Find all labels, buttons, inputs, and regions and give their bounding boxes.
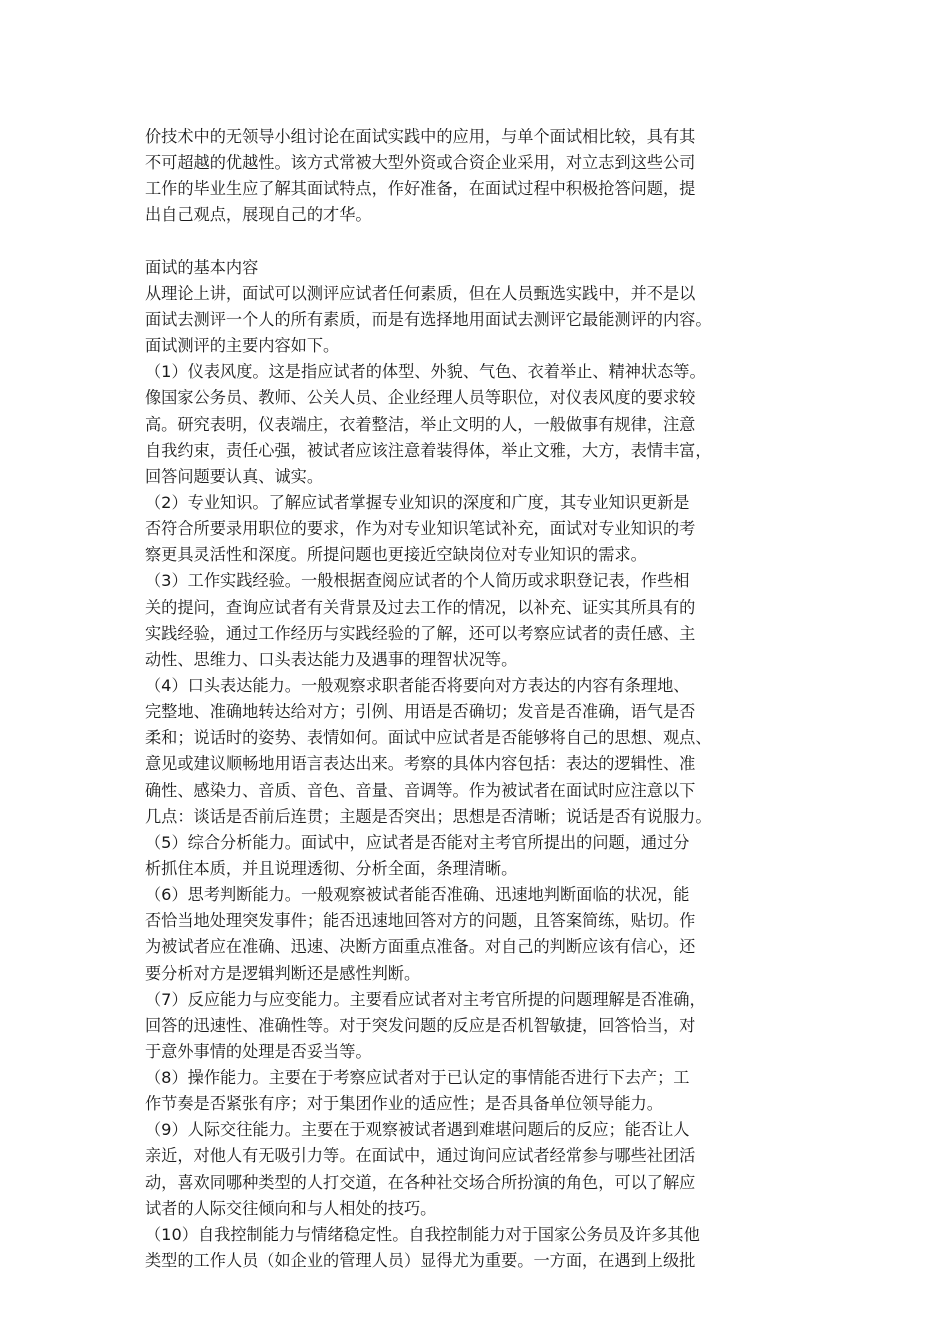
intro-line: 出自己观点，展现自己的才华。	[145, 205, 372, 225]
body-line: （8）操作能力。主要在于考察应试者对于已认定的事情能否进行下去产；工	[145, 1068, 690, 1088]
body-line: 像国家公务员、教师、公关人员、企业经理人员等职位，对仪表风度的要求较	[145, 388, 696, 408]
body-line: 为被试者应在准确、迅速、决断方面重点准备。对自己的判断应该有信心，还	[145, 937, 696, 957]
paragraph-gap	[145, 229, 815, 255]
body-line: （3）工作实践经验。一般根据查阅应试者的个人简历或求职登记表，作些相	[145, 571, 690, 591]
intro-paragraph	[145, 124, 815, 229]
body-line: （6）思考判断能力。一般观察被试者能否准确、迅速地判断面临的状况，能	[145, 885, 690, 905]
body-line: 析抓住本质，并且说理透彻、分析全面，条理清晰。	[145, 858, 518, 878]
body-line: 察更具灵活性和深度。所提问题也更接近空缺岗位对专业知识的需求。	[145, 545, 647, 565]
body-line: 要分析对方是逻辑判断还是感性判断。	[145, 963, 421, 983]
body-line: 作节奏是否紧张有序；对于集团作业的适应性；是否具备单位领导能力。	[145, 1094, 663, 1114]
document-body	[145, 124, 815, 1274]
body-line: （10）自我控制能力与情绪稳定性。自我控制能力对于国家公务员及许多其他	[145, 1224, 700, 1244]
intro-line: 价技术中的无领导小组讨论在面试实践中的应用，与单个面试相比较，具有其	[145, 127, 696, 146]
body-line: 否恰当地处理突发事件；能否迅速地回答对方的问题，且答案简练，贴切。作	[145, 911, 696, 931]
body-line: 类型的工作人员（如企业的管理人员）显得尤为重要。一方面，在遇到上级批	[145, 1251, 696, 1271]
body-line: 关的提问，查询应试者有关背景及过去工作的情况，以补充、证实其所具有的	[145, 597, 696, 617]
body-line: 自我约束，责任心强，被试者应该注意着装得体，举止文雅，大方，表情丰富，	[145, 440, 712, 460]
intro-line: 工作的毕业生应了解其面试特点，作好准备，在面试过程中积极抢答问题，提	[145, 179, 696, 199]
body-line: 从理论上讲，面试可以测评应试者任何素质，但在人员甄选实践中，并不是以	[145, 283, 696, 303]
body-line: 于意外事情的处理是否妥当等。	[145, 1041, 372, 1061]
section-body	[145, 281, 815, 1274]
body-line: 面试去测评一个人的所有素质，而是有选择地用面试去测评它最能测评的内容。	[145, 309, 712, 329]
body-line: 否符合所要录用职位的要求，作为对专业知识笔试补充，面试对专业知识的考	[145, 519, 696, 539]
body-line: 柔和；说话时的姿势、表情如何。面试中应试者是否能够将自己的思想、观点、	[145, 728, 712, 748]
body-line: （5）综合分析能力。面试中，应试者是否能对主考官所提出的问题，通过分	[145, 832, 690, 852]
intro-line: 不可超越的优越性。该方式常被大型外资或合资企业采用，对立志到这些公司	[145, 153, 696, 173]
body-line: （2）专业知识。了解应试者掌握专业知识的深度和广度，其专业知识更新是	[145, 492, 690, 512]
body-line: 高。研究表明，仪表端庄，衣着整洁，举止文明的人，一般做事有规律，注意	[145, 414, 696, 434]
section-title: 面试的基本内容	[145, 257, 259, 277]
body-line: 实践经验，通过工作经历与实践经验的了解，还可以考察应试者的责任感、主	[145, 623, 696, 643]
body-line: 完整地、准确地转达给对方；引例、用语是否确切；发音是否准确，语气是否	[145, 702, 696, 722]
body-line: （4）口头表达能力。一般观察求职者能否将要向对方表达的内容有条理地、	[145, 675, 690, 695]
body-line: （9）人际交往能力。主要在于观察被试者遇到难堪问题后的反应；能否让人	[145, 1120, 690, 1140]
body-line: 亲近，对他人有无吸引力等。在面试中，通过询问应试者经常参与哪些社团活	[145, 1146, 696, 1166]
body-line: 回答问题要认真、诚实。	[145, 466, 324, 486]
body-line: 面试测评的主要内容如下。	[145, 336, 340, 356]
body-line: 回答的迅速性、准确性等。对于突发问题的反应是否机智敏捷，回答恰当，对	[145, 1015, 696, 1035]
body-line: 试者的人际交往倾向和与人相处的技巧。	[145, 1198, 437, 1218]
body-line: 确性、感染力、音质、音色、音量、音调等。作为被试者在面试时应注意以下	[145, 780, 696, 800]
body-line: （1）仪表风度。这是指应试者的体型、外貌、气色、衣着举止、精神状态等。	[145, 362, 706, 382]
body-line: （7）反应能力与应变能力。主要看应试者对主考官所提的问题理解是否准确，	[145, 989, 706, 1009]
body-line: 意见或建议顺畅地用语言表达出来。考察的具体内容包括：表达的逻辑性、准	[145, 754, 696, 774]
body-line: 几点：谈话是否前后连贯；主题是否突出；思想是否清晰；说话是否有说服力。	[145, 806, 712, 826]
body-line: 动，喜欢同哪种类型的人打交道，在各种社交场合所扮演的角色，可以了解应	[145, 1172, 696, 1192]
body-line: 动性、思维力、口头表达能力及遇事的理智状况等。	[145, 649, 518, 669]
